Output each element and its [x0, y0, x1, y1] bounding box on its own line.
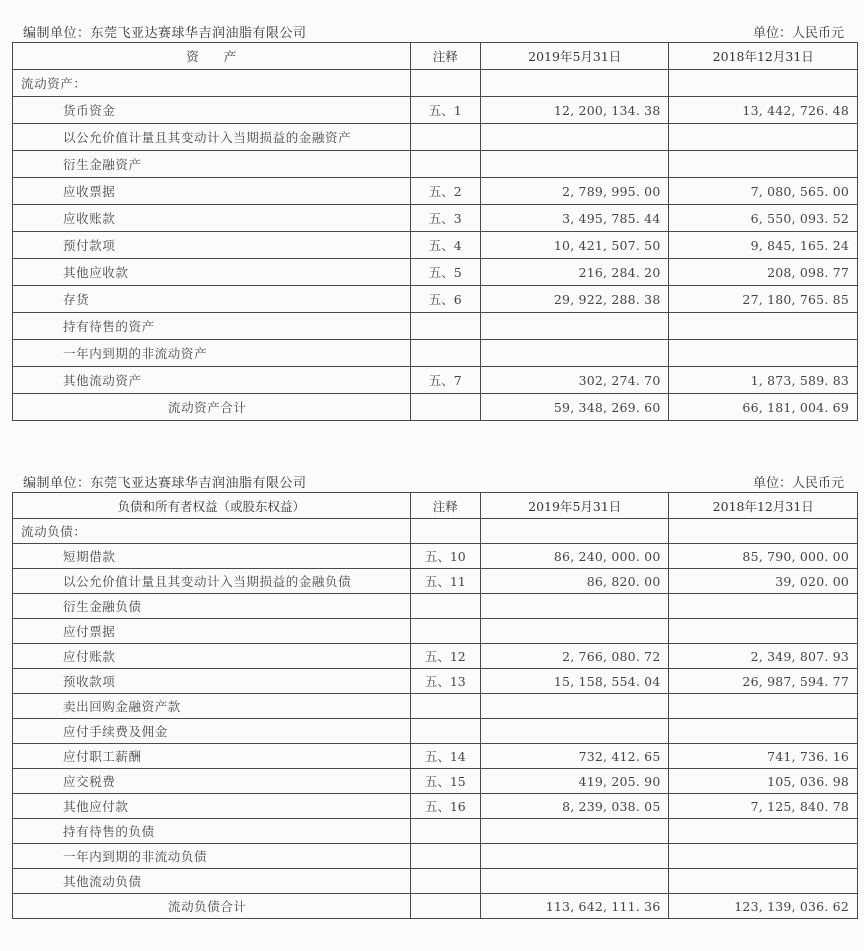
table-row [13, 97, 858, 124]
item-name: 应收账款 [13, 205, 411, 232]
current-value [480, 519, 669, 544]
previous-value: 1, 873, 589. 83 [669, 367, 858, 394]
current-value: 86, 820. 00 [480, 569, 669, 594]
item-name: 一年内到期的非流动资产 [13, 340, 411, 367]
note-ref [410, 619, 480, 644]
item-name: 以公允价值计量且其变动计入当期损益的金融资产 [13, 124, 411, 151]
item-name: 其他流动负债 [13, 869, 411, 894]
header-item: 资 产 [13, 43, 411, 70]
previous-value [669, 594, 858, 619]
note-ref: 五、3 [410, 205, 480, 232]
previous-value: 13, 442, 726. 48 [669, 97, 858, 124]
note-ref [410, 70, 480, 97]
current-value: 12, 200, 134. 38 [480, 97, 669, 124]
table-row [13, 569, 858, 594]
item-name: 流动资产： [13, 70, 411, 97]
note-ref [410, 151, 480, 178]
assets-table-body [13, 70, 858, 421]
note-ref: 五、13 [410, 669, 480, 694]
header-previous-date: 2018年12月31日 [669, 493, 858, 519]
note-ref: 五、12 [410, 644, 480, 669]
current-value [480, 313, 669, 340]
previous-value [669, 124, 858, 151]
current-value [480, 70, 669, 97]
header-previous-date: 2018年12月31日 [669, 43, 858, 70]
header-item: 负债和所有者权益（或股东权益） [13, 493, 411, 519]
note-ref: 五、16 [410, 794, 480, 819]
note-ref: 五、1 [410, 97, 480, 124]
previous-value [669, 819, 858, 844]
table-row [13, 313, 858, 340]
previous-value: 7, 125, 840. 78 [669, 794, 858, 819]
current-value: 216, 284. 20 [480, 259, 669, 286]
table-row [13, 232, 858, 259]
liabilities-table-body [13, 519, 858, 919]
note-ref: 五、6 [410, 286, 480, 313]
current-value: 302, 274. 70 [480, 367, 669, 394]
table-row [13, 769, 858, 794]
current-value: 2, 766, 080. 72 [480, 644, 669, 669]
current-value: 2, 789, 995. 00 [480, 178, 669, 205]
previous-value [669, 313, 858, 340]
current-value: 8, 239, 038. 05 [480, 794, 669, 819]
previous-value [669, 694, 858, 719]
previous-value: 123, 139, 036. 62 [669, 894, 858, 919]
item-name: 应付手续费及佣金 [13, 719, 411, 744]
assets-table [12, 42, 858, 421]
table-row [13, 669, 858, 694]
header-note: 注释 [410, 43, 480, 70]
item-name: 预收款项 [13, 669, 411, 694]
previous-value: 27, 180, 765. 85 [669, 286, 858, 313]
table-row [13, 719, 858, 744]
current-value [480, 594, 669, 619]
item-name: 衍生金融负债 [13, 594, 411, 619]
current-value [480, 124, 669, 151]
current-value [480, 844, 669, 869]
assets-compiler-label: 编制单位：东莞飞亚达赛球华吉润油脂有限公司 [23, 26, 307, 41]
note-ref [410, 694, 480, 719]
table-row [13, 794, 858, 819]
item-name: 应付职工薪酬 [13, 744, 411, 769]
note-ref: 五、14 [410, 744, 480, 769]
previous-value [669, 519, 858, 544]
current-value: 59, 348, 269. 60 [480, 394, 669, 421]
liabilities-unit-label: 单位：人民币元 [752, 476, 844, 491]
table-row [13, 124, 858, 151]
table-row [13, 844, 858, 869]
previous-value [669, 340, 858, 367]
header-note: 注释 [410, 493, 480, 519]
previous-value [669, 151, 858, 178]
previous-value [669, 719, 858, 744]
note-ref [410, 719, 480, 744]
table-row [13, 594, 858, 619]
table-row [13, 819, 858, 844]
item-name: 存货 [13, 286, 411, 313]
item-name: 其他应付款 [13, 794, 411, 819]
item-name: 一年内到期的非流动负债 [13, 844, 411, 869]
total-row [13, 894, 858, 919]
current-value: 113, 642, 111. 36 [480, 894, 669, 919]
table-row [13, 644, 858, 669]
note-ref: 五、2 [410, 178, 480, 205]
previous-value: 105, 036. 98 [669, 769, 858, 794]
item-name: 短期借款 [13, 544, 411, 569]
note-ref: 五、15 [410, 769, 480, 794]
previous-value: 39, 020. 00 [669, 569, 858, 594]
section-row [13, 519, 858, 544]
item-name: 持有待售的资产 [13, 313, 411, 340]
note-ref: 五、11 [410, 569, 480, 594]
previous-value: 66, 181, 004. 69 [669, 394, 858, 421]
current-value: 3, 495, 785. 44 [480, 205, 669, 232]
assets-unit-label: 单位：人民币元 [752, 26, 844, 41]
table-row [13, 544, 858, 569]
previous-value: 7, 080, 565. 00 [669, 178, 858, 205]
previous-value: 6, 550, 093. 52 [669, 205, 858, 232]
table-row [13, 178, 858, 205]
note-ref [410, 394, 480, 421]
previous-value [669, 70, 858, 97]
item-name: 货币资金 [13, 97, 411, 124]
item-name: 应收票据 [13, 178, 411, 205]
previous-value [669, 844, 858, 869]
previous-value [669, 869, 858, 894]
note-ref: 五、4 [410, 232, 480, 259]
assets-header-row [13, 43, 858, 70]
note-ref [410, 313, 480, 340]
previous-value [669, 619, 858, 644]
item-name: 流动负债合计 [13, 894, 411, 919]
table-row [13, 869, 858, 894]
current-value [480, 340, 669, 367]
current-value [480, 869, 669, 894]
item-name: 流动资产合计 [13, 394, 411, 421]
item-name: 流动负债： [13, 519, 411, 544]
liabilities-header-row [13, 493, 858, 519]
current-value: 10, 421, 507. 50 [480, 232, 669, 259]
liabilities-table [12, 492, 858, 919]
current-value [480, 694, 669, 719]
note-ref: 五、5 [410, 259, 480, 286]
note-ref [410, 844, 480, 869]
header-current-date: 2019年5月31日 [480, 493, 669, 519]
item-name: 衍生金融资产 [13, 151, 411, 178]
item-name: 应付账款 [13, 644, 411, 669]
note-ref [410, 869, 480, 894]
table-row [13, 619, 858, 644]
current-value: 732, 412. 65 [480, 744, 669, 769]
current-value: 86, 240, 000. 00 [480, 544, 669, 569]
total-row [13, 394, 858, 421]
note-ref [410, 340, 480, 367]
table-row [13, 744, 858, 769]
table-row [13, 259, 858, 286]
note-ref [410, 894, 480, 919]
current-value: 29, 922, 288. 38 [480, 286, 669, 313]
item-name: 其他流动资产 [13, 367, 411, 394]
table-row [13, 340, 858, 367]
table-row [13, 205, 858, 232]
previous-value: 85, 790, 000. 00 [669, 544, 858, 569]
current-value [480, 151, 669, 178]
table-row [13, 367, 858, 394]
item-name: 以公允价值计量且其变动计入当期损益的金融负债 [13, 569, 411, 594]
previous-value: 2, 349, 807. 93 [669, 644, 858, 669]
previous-value: 208, 098. 77 [669, 259, 858, 286]
liabilities-compiler-label: 编制单位：东莞飞亚达赛球华吉润油脂有限公司 [23, 476, 307, 491]
previous-value: 9, 845, 165. 24 [669, 232, 858, 259]
note-ref [410, 594, 480, 619]
current-value: 419, 205. 90 [480, 769, 669, 794]
item-name: 其他应收款 [13, 259, 411, 286]
table-row [13, 694, 858, 719]
current-value [480, 619, 669, 644]
section-row [13, 70, 858, 97]
item-name: 预付款项 [13, 232, 411, 259]
note-ref [410, 819, 480, 844]
note-ref [410, 519, 480, 544]
item-name: 应付票据 [13, 619, 411, 644]
current-value: 15, 158, 554. 04 [480, 669, 669, 694]
table-row [13, 151, 858, 178]
header-current-date: 2019年5月31日 [480, 43, 669, 70]
current-value [480, 819, 669, 844]
previous-value: 26, 987, 594. 77 [669, 669, 858, 694]
previous-value: 741, 736. 16 [669, 744, 858, 769]
current-value [480, 719, 669, 744]
item-name: 应交税费 [13, 769, 411, 794]
note-ref: 五、10 [410, 544, 480, 569]
note-ref [410, 124, 480, 151]
table-row [13, 286, 858, 313]
item-name: 卖出回购金融资产款 [13, 694, 411, 719]
note-ref: 五、7 [410, 367, 480, 394]
item-name: 持有待售的负债 [13, 819, 411, 844]
